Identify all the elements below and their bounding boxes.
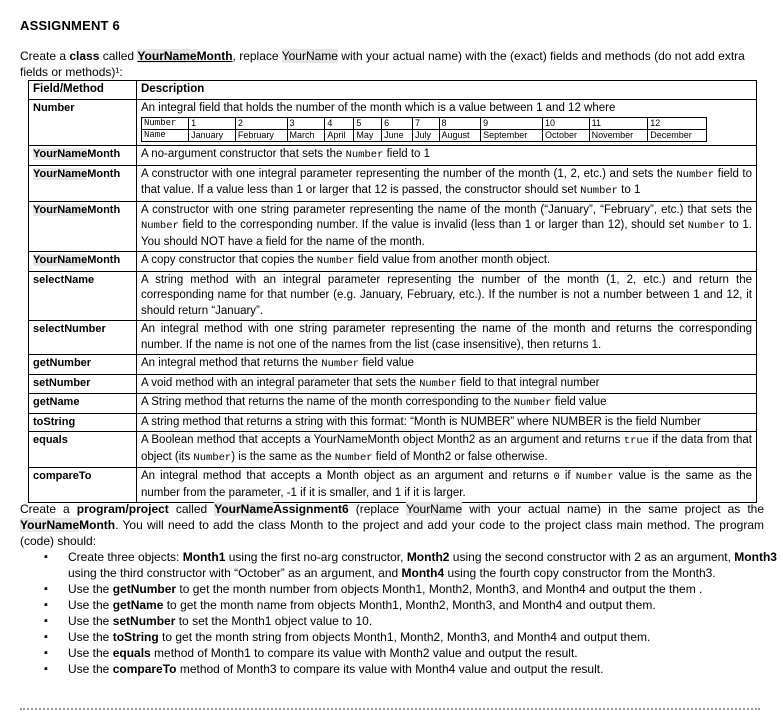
table-row [29,201,757,252]
month-name-cell: April [325,130,354,142]
method-name: selectNumber [29,321,137,355]
method-description: An integral method that returns the Number field value [137,355,757,375]
month-number-cell: 6 [382,118,413,130]
yourname-highlight: YourName [214,502,274,516]
table-row [29,321,757,355]
intro-paragraph: Create a class called YourNameMonth, replace YourName with your actual name) with the (exact) fields and methods (do not add extra fields or methods)¹: [20,49,745,79]
method-description: An integral method with one string parameter representing the name of the month and returns the corresponding number. If the name is not one of the names from the list (case insensitive), then returns 1. [137,321,757,355]
month-name-cell: February [235,130,287,142]
method-description: A constructor with one string parameter representing the name of the month (“January”, “February”, etc.) that sets the Number field to the corresponding number. If the value is invalid (less than 1 or larger than 12), should set Number to 1. You should NOT have a field for the name of the month. [137,201,757,252]
method-description: A String method that returns the name of the month corresponding to the Number field value [137,394,757,414]
table-header-row [29,81,757,100]
method-description: A no-argument constructor that sets the Number field to 1 [137,146,757,166]
month-name-cell: September [481,130,543,142]
method-name: YourNameMonth [29,201,137,252]
month-number-cell: 5 [354,118,382,130]
method-name: YourNameMonth [29,252,137,272]
method-name: compareTo [29,468,137,503]
method-description: A string method that returns a string with this format: “Month is NUMBER” where NUMBER is the field Number [137,413,757,432]
table-row [29,374,757,394]
table-row [29,271,757,321]
list-item: ▪ Use the compareTo method of Month3 to compare its value with Month4 value and output the result. [68,661,783,677]
month-number-cell: 1 [189,118,236,130]
month-name-cell: August [439,130,481,142]
month-number-cell: 3 [287,118,325,130]
table-row [29,468,757,503]
method-name: equals [29,432,137,468]
month-name-cell: May [354,130,382,142]
method-name: toString [29,413,137,432]
method-name: YourNameMonth [29,165,137,201]
months-table [141,117,707,142]
yourname-highlight: YourName [137,49,197,63]
method-name: YourNameMonth [29,146,137,166]
method-description: A constructor with one integral parameter representing the number of the month (1, 2, etc.) and sets the Number field to that value. If a value less than 1 or larger that 12 is passed, the constructor should set Number to 1 [137,165,757,201]
yourname-highlight: YourName [20,518,80,532]
table-row [29,146,757,166]
month-name-cell: November [589,130,648,142]
table-row [29,394,757,414]
months-number-row: Number 1 2 3 4 5 6 7 8 9 10 11 12 [142,118,707,130]
table-row [29,355,757,375]
months-name-row: Name January February March April May June July August September October November December [142,130,707,142]
field-description: An integral field that holds the number of the month which is a value between 1 and 12 where Number 1 2 3 4 5 6 7 8 9 10 11 12 Name January February March April May June July August September October November December [137,99,757,146]
yourname-highlight: YourName [33,148,88,160]
method-description: An integral method that accepts a Month object as an argument and returns 0 if Number value is the same as the number from the parameter, -1 if it is smaller, and 1 if it is larger. [137,468,757,503]
month-number-cell: 12 [648,118,707,130]
method-name: setNumber [29,374,137,394]
header-description: Description [137,81,757,100]
header-field-method: Field/Method [29,81,137,100]
month-number-cell: 11 [589,118,648,130]
month-name-cell: January [189,130,236,142]
list-item: ▪ Use the getName to get the month name from objects Month1, Month2, Month3, and Month4 and output them. [68,597,783,613]
list-item: ▪ Use the equals method of Month1 to compare its value with Month2 value and output the result. [68,645,783,661]
method-description: A string method with an integral parameter representing the number of the month (1, 2, etc.) and return the corresponding name for that number (e.g. January, February, etc.). If the number is not a number between 1 and 12, it should return “January”. [137,271,757,321]
list-item: ▪ Use the getNumber to get the month number from objects Month1, Month2, Month3, and Month4 and output the them . [68,581,783,597]
table-row [29,413,757,432]
method-name: getNumber [29,355,137,375]
table-row [29,252,757,272]
month-name-cell: July [413,130,439,142]
method-name: selectName [29,271,137,321]
month-name-cell: October [542,130,589,142]
month-name-cell: March [287,130,325,142]
table-row [29,432,757,468]
task-list [40,549,783,677]
list-item: ▪ Use the setNumber to set the Month1 object value to 10. [68,613,783,629]
spec-table [28,80,757,503]
month-number-cell: 7 [413,118,439,130]
month-number-cell: 2 [235,118,287,130]
table-row [29,165,757,201]
month-number-cell: 9 [481,118,543,130]
month-number-cell: 8 [439,118,481,130]
yourname-highlight: YourName [281,49,338,63]
yourname-highlight: YourName [33,254,88,266]
table-row [29,99,757,146]
page-continuation [20,704,760,712]
month-name-cell: December [648,130,707,142]
program-paragraph: Create a program/project called YourNameAssignment6 (replace YourName with your actual name) in the same project as the YourNameMonth. You will need to add the class Month to the project and add your code to the project class main method. The program (code) should: [20,502,765,548]
yourname-highlight: YourName [33,203,88,216]
month-number-cell: 10 [542,118,589,130]
list-item: ▪ Create three objects: Month1 using the first no-arg constructor, Month2 using the second constructor with 2 as an argument, Month3 using the third constructor with “October” as an argument, and Month4 using the fourth copy constructor from the Month3. [68,549,783,581]
list-item: ▪ Use the toString to get the month string from objects Month1, Month2, Month3, and Month4 and output them. [68,629,783,645]
assignment-title: ASSIGNMENT 6 [20,18,120,33]
field-name: Number [29,99,137,146]
method-description: A Boolean method that accepts a YourNameMonth object Month2 as an argument and returns true if the data from that object (its Number) is the same as the Number field of Month2 or false otherwise. [137,432,757,468]
yourname-highlight: YourName [33,167,88,180]
method-description: A void method with an integral parameter that sets the Number field to that integral number [137,374,757,394]
month-name-cell: June [382,130,413,142]
month-number-cell: 4 [325,118,354,130]
method-description: A copy constructor that copies the Number field value from another month object. [137,252,757,272]
method-name: getName [29,394,137,414]
yourname-highlight: YourName [405,502,463,516]
